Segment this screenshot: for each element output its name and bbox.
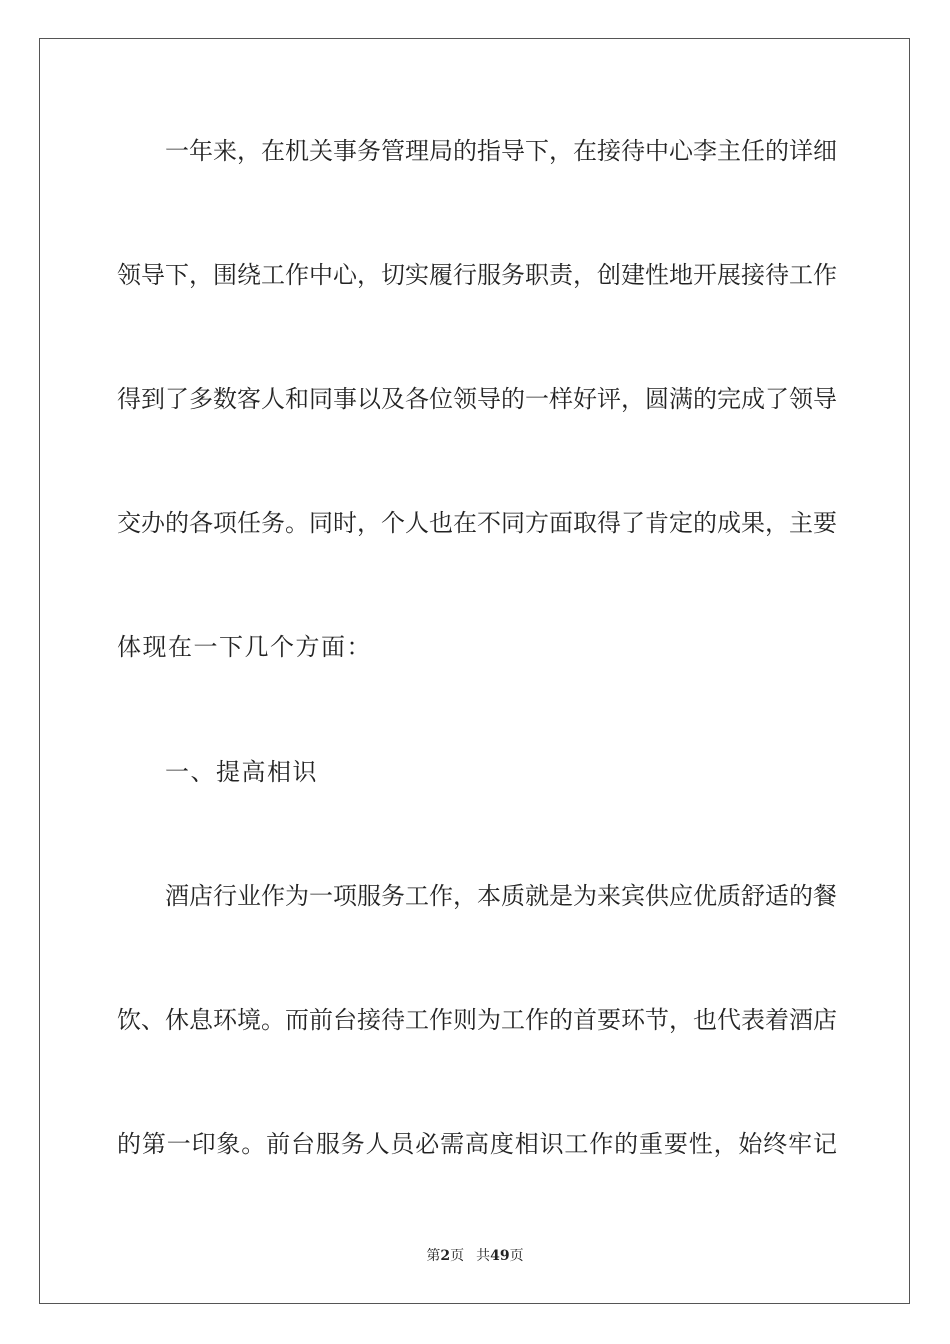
body-line-3: 得到了多数客人和同事以及各位领导的一样好评，圆满的完成了领导 <box>117 385 837 413</box>
page-frame <box>39 38 910 1304</box>
footer-total-pages: 49 <box>490 1248 510 1264</box>
footer-page-number: 2 <box>440 1248 451 1264</box>
body-line-4: 交办的各项任务。同时，个人也在不同方面取得了肯定的成果，主要 <box>117 509 837 537</box>
footer-total-prefix: 共 <box>476 1248 491 1264</box>
body-line-1: 一年来，在机关事务管理局的指导下，在接待中心李主任的详细 <box>165 137 837 165</box>
footer-total-suffix: 页 <box>509 1248 524 1264</box>
body-line-5: 体现在一下几个方面： <box>117 633 372 661</box>
footer-page-prefix: 第 <box>426 1248 441 1264</box>
body-line-8: 饮、休息环境。而前台接待工作则为工作的首要环节，也代表着酒店 <box>117 1006 837 1034</box>
footer-page-suffix: 页 <box>450 1248 465 1264</box>
body-line-9: 的第一印象。前台服务人员必需高度相识工作的重要性，始终牢记 <box>117 1130 837 1158</box>
section-heading: 一、提高相识 <box>165 758 318 786</box>
page-footer <box>0 1246 950 1266</box>
body-line-2: 领导下，围绕工作中心，切实履行服务职责，创建性地开展接待工作 <box>117 261 837 289</box>
body-line-7: 酒店行业作为一项服务工作，本质就是为来宾供应优质舒适的餐 <box>165 882 837 910</box>
